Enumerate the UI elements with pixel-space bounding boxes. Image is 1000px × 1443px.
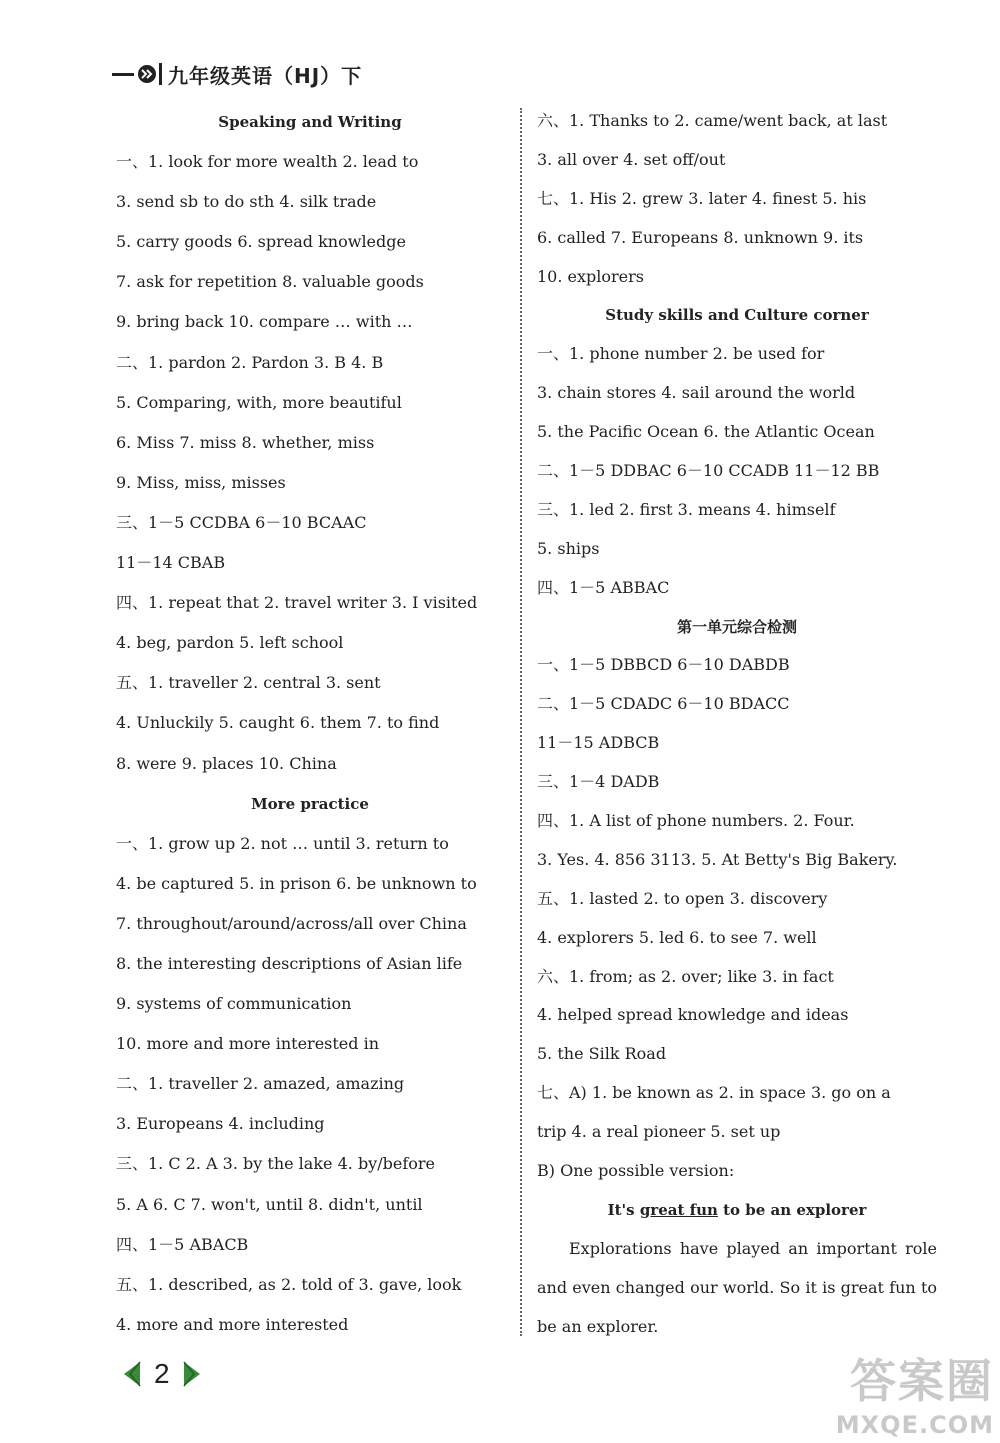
answer-line: 4. helped spread knowledge and ideas: [537, 1005, 849, 1025]
answer-line: 5. A 6. C 7. won't, until 8. didn't, until: [116, 1194, 423, 1214]
answer-line: 五、1. described, as 2. told of 3. gave, look: [116, 1274, 462, 1294]
answer-line: 3. Yes. 4. 856 3113. 5. At Betty's Big Bakery.: [537, 849, 898, 869]
answer-line: 3. send sb to do sth 4. silk trade: [116, 192, 377, 212]
answer-line: 二、1－5 CDADC 6－10 BDACC: [537, 694, 790, 714]
header-bar: [159, 63, 162, 85]
answer-line: B) One possible version:: [537, 1161, 735, 1181]
answer-line: 11－15 ADBCB: [537, 733, 660, 753]
page-footer: [120, 1358, 204, 1390]
answer-line: 四、1－5 ABBAC: [537, 577, 670, 597]
watermark-text: 答案圈: [850, 1354, 994, 1408]
right-column: [537, 102, 937, 1347]
answer-line: 4. be captured 5. in prison 6. be unknown to: [116, 873, 477, 893]
section-heading: 第一单元综合检测: [676, 617, 797, 636]
answer-line: 一、1－5 DBBCD 6－10 DABDB: [537, 655, 790, 675]
answer-line: 六、1. from; as 2. over; like 3. in fact: [537, 966, 834, 986]
answer-line: 一、1. look for more wealth 2. lead to: [116, 152, 419, 172]
answer-line: 3. all over 4. set off/out: [537, 149, 726, 169]
left-column: [116, 102, 504, 1345]
answer-line: 六、1. Thanks to 2. came/went back, at last: [537, 111, 888, 130]
answer-line: 一、1. phone number 2. be used for: [537, 344, 825, 364]
answer-line: 6. Miss 7. miss 8. whether, miss: [116, 432, 375, 452]
answer-line: 二、1. traveller 2. amazed, amazing: [116, 1074, 405, 1094]
header-rule: [112, 73, 134, 76]
answer-line: 7. throughout/around/across/all over China: [116, 913, 467, 933]
answer-line: 5. the Pacific Ocean 6. the Atlantic Ocean: [537, 422, 875, 442]
essay-title-end: to be an explorer: [717, 1200, 867, 1219]
answer-line: 9. systems of communication: [116, 994, 352, 1014]
answer-line: 五、1. traveller 2. central 3. sent: [116, 673, 381, 693]
answer-line: 8. were 9. places 10. China: [116, 753, 337, 773]
answer-line: 5. Comparing, with, more beautiful: [116, 392, 402, 412]
essay-title-underlined: great fun: [639, 1200, 718, 1219]
answer-line: 三、1－5 CCDBA 6－10 BCAAC: [116, 512, 367, 532]
page-header: [112, 58, 362, 90]
answer-line: 三、1. C 2. A 3. by the lake 4. by/before: [116, 1154, 435, 1174]
essay-title-start: It's: [607, 1200, 640, 1219]
answer-line: 4. Unluckily 5. caught 6. them 7. to find: [116, 713, 440, 733]
answer-line: 5. ships: [537, 538, 600, 558]
answer-line: 11－14 CBAB: [116, 553, 226, 573]
answer-line: 7. ask for repetition 8. valuable goods: [116, 272, 424, 292]
answer-line: 五、1. lasted 2. to open 3. discovery: [537, 888, 828, 908]
answer-line: 4. beg, pardon 5. left school: [116, 633, 344, 653]
answer-line: 10. more and more interested in: [116, 1034, 380, 1054]
answer-line: 一、1. grow up 2. not … until 3. return to: [116, 833, 449, 853]
answer-line: 3. chain stores 4. sail around the world: [537, 383, 856, 403]
answer-line: 四、1. repeat that 2. travel writer 3. I visited: [116, 593, 478, 613]
answer-line: 二、1－5 DDBAC 6－10 CCADB 11－12 BB: [537, 461, 880, 481]
answer-line: 5. the Silk Road: [537, 1044, 667, 1064]
answer-line: 四、1. A list of phone numbers. 2. Four.: [537, 811, 855, 831]
section-heading: More practice: [251, 794, 369, 813]
column-divider: [520, 108, 522, 1336]
essay-title: [537, 1191, 937, 1230]
page-number: 2: [154, 1358, 170, 1389]
answer-line: 5. carry goods 6. spread knowledge: [116, 232, 406, 252]
answer-line: 四、1－5 ABACB: [116, 1234, 249, 1254]
watermark: [836, 1345, 994, 1439]
answer-line: 4. more and more interested: [116, 1314, 349, 1334]
answer-line: 七、A) 1. be known as 2. in space 3. go on a: [537, 1083, 891, 1103]
answer-line: 4. explorers 5. led 6. to see 7. well: [537, 927, 817, 947]
watermark-url: MXQE.COM: [835, 1411, 994, 1439]
page-title: 九年级英语（HJ）下: [168, 63, 363, 88]
left-arrow-icon: [120, 1359, 142, 1389]
answer-line: 8. the interesting descriptions of Asian life: [116, 953, 463, 973]
answer-line: 七、1. His 2. grew 3. later 4. finest 5. his: [537, 188, 867, 208]
section-heading: Study skills and Culture corner: [605, 306, 869, 325]
answer-line: 9. Miss, miss, misses: [116, 472, 286, 492]
answer-line: 二、1. pardon 2. Pardon 3. B 4. B: [116, 352, 384, 372]
double-chevron-icon: [137, 64, 157, 84]
answer-line: 6. called 7. Europeans 8. unknown 9. its: [537, 227, 864, 247]
answer-line: 三、1. led 2. first 3. means 4. himself: [537, 499, 836, 519]
right-arrow-icon: [182, 1359, 204, 1389]
section-heading: Speaking and Writing: [218, 113, 402, 131]
answer-line: 9. bring back 10. compare … with …: [116, 312, 413, 332]
answer-line: trip 4. a real pioneer 5. set up: [537, 1122, 781, 1142]
answer-line: 3. Europeans 4. including: [116, 1114, 325, 1134]
answer-line: 三、1－4 DADB: [537, 772, 660, 792]
answer-line: 10. explorers: [537, 266, 644, 286]
essay-paragraph: Explorations have played an important role and even changed our world. So it is great fun to be an explorer.: [537, 1238, 937, 1336]
